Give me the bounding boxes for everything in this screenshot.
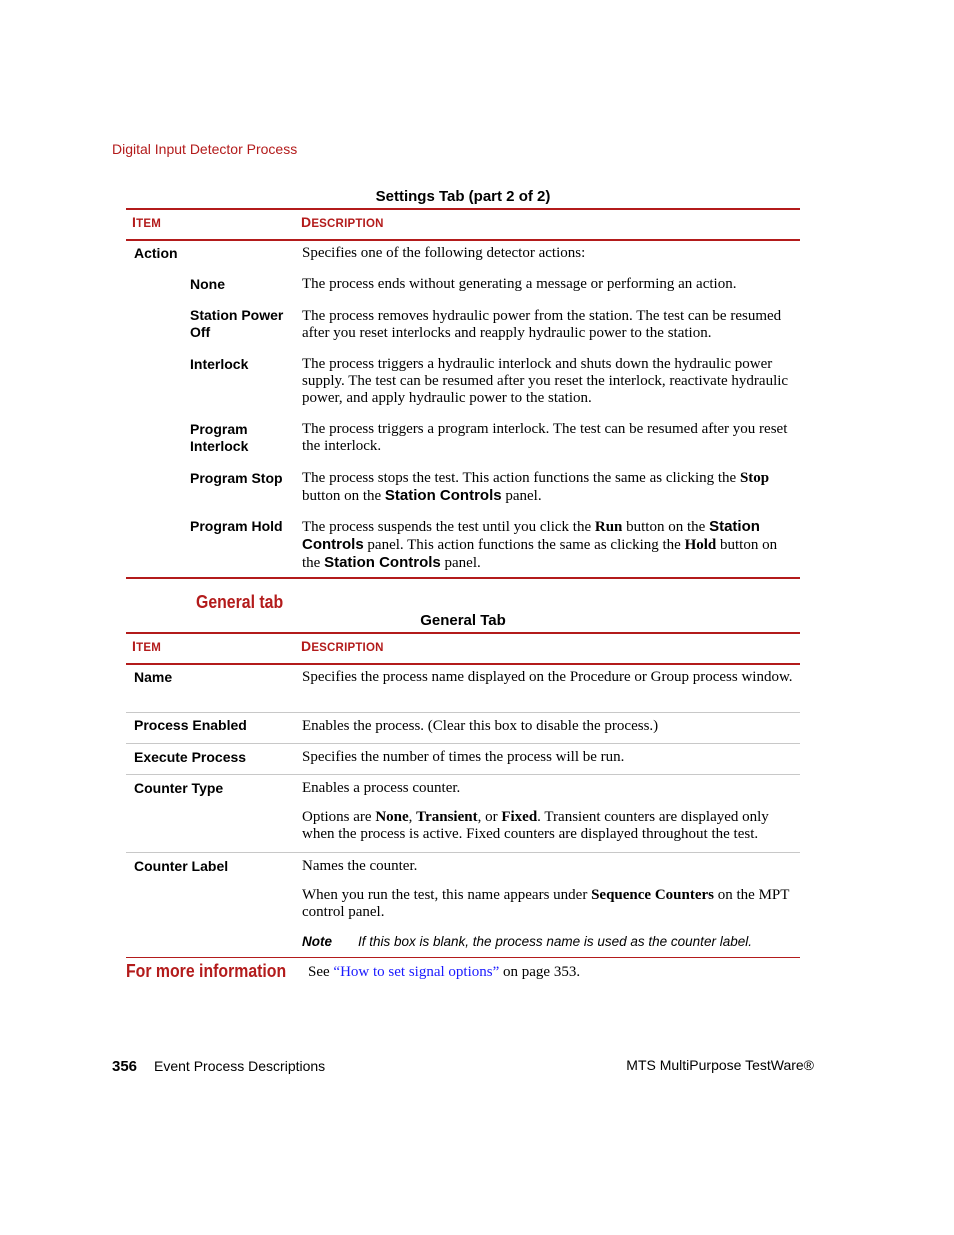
footer-product-name: MTS MultiPurpose TestWare® xyxy=(626,1057,814,1073)
row-item-program-interlock: Program Interlock xyxy=(190,421,249,454)
more-info-text: See “How to set signal options” on page 353. xyxy=(308,964,581,980)
row-desc-program-hold: The process suspends the test until you click the Run button on the Station Controls panel. This action functions the same as clicking the Hold button on the Station Controls panel. xyxy=(302,518,778,571)
column-header-item: ITEM xyxy=(132,638,161,654)
column-header-description: DESCRIPTION xyxy=(301,214,384,230)
page-number: 356 xyxy=(112,1058,138,1075)
row-item-execute-process: Execute Process xyxy=(134,749,247,765)
row-desc-counter-label: Names the counter. xyxy=(302,858,418,874)
signal-options-link[interactable]: “How to set signal options” xyxy=(333,964,500,980)
row-item-process-enabled: Process Enabled xyxy=(134,717,247,733)
table-rule xyxy=(126,663,800,665)
row-desc-counter-type-options: Options are None, Transient, or Fixed. Transient counters are displayed only when the process is active. Fixed counters are displayed throughout the test. xyxy=(302,809,769,842)
note-text: If this box is blank, the process name is used as the counter label. xyxy=(358,934,752,949)
section-heading-general: General tab xyxy=(196,592,284,612)
row-item-station-power-off: Station Power Off xyxy=(190,307,284,340)
row-item-program-stop: Program Stop xyxy=(190,470,283,486)
row-divider xyxy=(126,774,800,775)
footer-section-title: Event Process Descriptions xyxy=(154,1058,326,1074)
row-item-name: Name xyxy=(134,669,173,685)
table-rule xyxy=(126,632,800,634)
column-header-item: ITEM xyxy=(132,214,161,230)
row-divider xyxy=(126,743,800,744)
column-header-description: DESCRIPTION xyxy=(301,638,384,654)
table-rule xyxy=(126,577,800,579)
row-desc-program-interlock: The process triggers a program interlock. The test can be resumed after you reset the interlock. xyxy=(302,421,788,454)
row-item-action: Action xyxy=(134,245,178,261)
row-desc-station-power-off: The process removes hydraulic power from the station. The test can be resumed after you reset interlocks and reapply hydraulic power to the station. xyxy=(302,308,782,341)
row-divider xyxy=(126,852,800,853)
row-desc-name: Specifies the process name displayed on the Procedure or Group process window. xyxy=(302,669,793,685)
row-item-interlock: Interlock xyxy=(190,356,249,372)
breadcrumb[interactable]: Digital Input Detector Process xyxy=(112,141,298,157)
row-desc-program-stop: The process stops the test. This action functions the same as clicking the Stop button on the Station Controls panel. xyxy=(302,470,770,504)
row-desc-none: The process ends without generating a message or performing an action. xyxy=(302,276,737,292)
row-desc-counter-type: Enables a process counter. xyxy=(302,780,461,796)
row-item-counter-label: Counter Label xyxy=(134,858,229,874)
row-desc-process-enabled: Enables the process. (Clear this box to disable the process.) xyxy=(302,718,659,734)
row-item-none: None xyxy=(190,276,225,292)
row-item-program-hold: Program Hold xyxy=(190,518,283,534)
note-label: Note xyxy=(302,934,332,949)
row-desc-interlock: The process triggers a hydraulic interlock and shuts down the hydraulic power supply. The test can be resumed after you reset the interlock, reactivate hydraulic power, and apply hydraulic power to the station. xyxy=(302,356,789,406)
row-desc-counter-label-detail: When you run the test, this name appears under Sequence Counters on the MPT control panel. xyxy=(302,887,790,920)
row-desc-action: Specifies one of the following detector actions: xyxy=(302,245,586,261)
table-rule xyxy=(126,208,800,210)
row-item-counter-type: Counter Type xyxy=(134,780,224,796)
settings-table-title: Settings Tab (part 2 of 2) xyxy=(375,188,551,205)
table-rule xyxy=(126,957,800,958)
section-heading-more-info: For more information xyxy=(126,961,287,981)
table-rule xyxy=(126,239,800,241)
row-divider xyxy=(126,712,800,713)
row-desc-execute-process: Specifies the number of times the process will be run. xyxy=(302,749,625,765)
general-table-title: General Tab xyxy=(420,612,506,629)
